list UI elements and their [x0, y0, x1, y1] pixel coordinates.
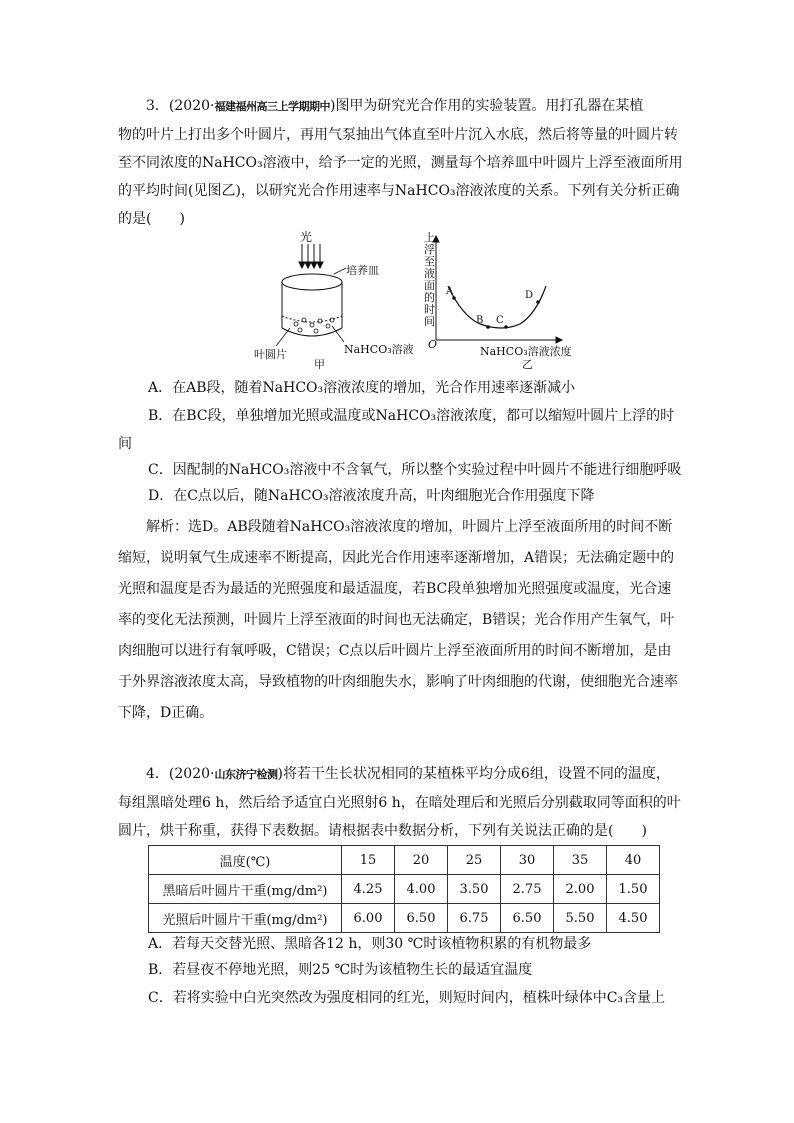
point-a-label: A	[446, 286, 454, 297]
table-header: 15	[342, 846, 395, 875]
light-label: 光	[300, 230, 313, 244]
analysis	[118, 512, 678, 729]
question-number: 3．	[146, 98, 169, 114]
table-cell: 4.25	[342, 875, 395, 904]
light-arrows-icon	[299, 244, 323, 268]
table-cell: 6.50	[501, 904, 554, 933]
y-axis-label: 上浮至液面的时间	[424, 231, 435, 328]
table-row	[149, 904, 660, 933]
pointer-lines	[276, 268, 346, 346]
experiment-figure	[240, 228, 580, 376]
point-b-label: B	[476, 315, 484, 326]
figure-b-label: 乙	[522, 358, 533, 371]
solution-label: NaHCO₃溶液	[344, 343, 414, 356]
analysis-line: 于外界溶液浓度太高，导致植物的叶肉细胞失水，影响了叶肉细胞的代谢，使细胞光合速率	[118, 674, 678, 690]
stem-line: 将若干生长状况相同的某植株平均分成6组，设置不同的温度，	[282, 766, 670, 782]
point-d-label: D	[525, 290, 534, 301]
question-year: (2020·	[168, 766, 215, 782]
question-year: (2020·	[168, 98, 215, 114]
table-cell: 6.75	[448, 904, 501, 933]
option-d: D．在C点以后，随NaHCO₃溶液浓度升高，叶肉细胞光合作用强度下降	[148, 488, 595, 504]
question-4-stem: 4．(2020·山东济宁检测)将若干生长状况相同的某植株平均分成6组，设置不同的温度， 每组黑暗处理6 h，然后给予适宜白光照射6 h，在暗处理后和光照后分别截取同等面积的叶 圆片，烘干称重，获得下表数据。请根据表中数据分析，下列有关说法正确的是( )	[118, 760, 678, 845]
stem-line: 的平均时间(见图乙)，以研究光合作用速率与NaHCO₃溶液浓度的关系。下列有关分析正确	[118, 183, 680, 199]
analysis-line: 肉细胞可以进行有氧呼吸，C错误；C点以后叶圆片上浮至液面所用的时间不断增加，是由	[118, 643, 672, 659]
stem-line: 的是( )	[118, 211, 185, 227]
question-source: 山东济宁检测	[214, 768, 278, 781]
table-header: 30	[501, 846, 554, 875]
table-cell: 6.00	[342, 904, 395, 933]
disc-label: 叶圆片	[254, 348, 287, 361]
option-a: A．在AB段，随着NaHCO₃溶液浓度的增加，光合作用速率逐渐减小	[148, 380, 576, 396]
analysis-line: 缩短，说明氧气生成速率不断提高，因此光合作用速率逐渐增加，A错误；无法确定题中的	[118, 550, 675, 566]
table-cell: 2.75	[501, 875, 554, 904]
analysis-line: 光照和温度是否为最适的光照强度和最适温度，若BC段单独增加光照强度或温度，光合速	[118, 581, 672, 597]
stem-line: 图甲为研究光合作用的实验装置。用打孔器在某植	[335, 98, 644, 114]
table-cell: 黑暗后叶圆片干重(mg/dm²)	[149, 875, 342, 904]
table-cell: 光照后叶圆片干重(mg/dm²)	[149, 904, 342, 933]
option-b: B．若昼夜不停地光照，则25 ℃时为该植物生长的最适宜温度	[148, 962, 533, 978]
table-cell: 4.50	[607, 904, 660, 933]
stem-line: 每组黑暗处理6 h，然后给予适宜白光照射6 h，在暗处理后和光照后分别截取同等面积的叶	[118, 795, 681, 811]
analysis-line: 解析：选D。AB段随着NaHCO₃溶液浓度的增加，叶圆片上浮至液面所用的时间不断	[146, 519, 673, 535]
figure-a-label: 甲	[314, 358, 325, 371]
table-header: 40	[607, 846, 660, 875]
option-c: C．因配制的NaHCO₃溶液中不含氧气，所以整个实验过程中叶圆片不能进行细胞呼吸	[148, 462, 682, 478]
dish-label: 培养皿	[346, 264, 379, 277]
stem-line: 物的叶片上打出多个叶圆片，再用气泵抽出气体直至叶片沉入水底，然后将等量的叶圆片转	[118, 127, 678, 143]
point-c-label: C	[496, 315, 504, 326]
option-c: C．若将实验中白光突然改为强度相同的红光，则短时间内，植株叶绿体中C₃含量上	[148, 990, 666, 1006]
data-table	[148, 845, 660, 933]
table-header-row	[149, 846, 660, 875]
leaf-disc-icon	[294, 318, 334, 333]
option-b: B．在BC段，单独增加光照或温度或NaHCO₃溶液浓度，都可以缩短叶圆片上浮的时	[148, 408, 675, 424]
option-a: A．若每天交替光照、黑暗各12 h，则30 ℃时该植物积累的有机物最多	[148, 936, 592, 952]
table-cell: 3.50	[448, 875, 501, 904]
table-header: 25	[448, 846, 501, 875]
table-header: 温度(℃)	[149, 846, 342, 875]
analysis-line: 率的变化无法预测，叶圆片上浮至液面的时间也无法确定，B错误；光合作用产生氧气，叶	[118, 612, 675, 628]
question-3-stem: 3．(2020·福建福州高三上学期期中)图甲为研究光合作用的实验装置。用打孔器在某植 物的叶片上打出多个叶圆片，再用气泵抽出气体直至叶片沉入水底，然后将等量的叶圆片转 至不同浓度的NaHCO₃溶液中，给予一定的光照，测量每个培养皿中叶圆片上浮至液面所用 的平均时间(见图乙)，以研究光合作用速率与NaHCO₃溶液浓度的关系。下列有关分析正确 的是( )	[118, 92, 678, 233]
table-header: 20	[395, 846, 448, 875]
stem-line: 至不同浓度的NaHCO₃溶液中，给予一定的光照，测量每个培养皿中叶圆片上浮至液面所用	[118, 155, 683, 171]
question-source: 福建福州高三上学期期中	[214, 100, 330, 113]
option-b-cont: 间	[118, 436, 132, 452]
table-cell: 5.50	[554, 904, 607, 933]
table-row	[149, 875, 660, 904]
origin-label: O	[428, 338, 438, 351]
question-number: 4．	[146, 766, 169, 782]
x-axis-label: NaHCO₃溶液浓度	[480, 345, 572, 358]
table-cell: 1.50	[607, 875, 660, 904]
table-cell: 2.00	[554, 875, 607, 904]
table-cell: 6.50	[395, 904, 448, 933]
analysis-line: 下降，D正确。	[118, 705, 214, 721]
stem-line: 圆片，烘干称重，获得下表数据。请根据表中数据分析，下列有关说法正确的是( )	[118, 823, 647, 839]
table-cell: 4.00	[395, 875, 448, 904]
table-header: 35	[554, 846, 607, 875]
